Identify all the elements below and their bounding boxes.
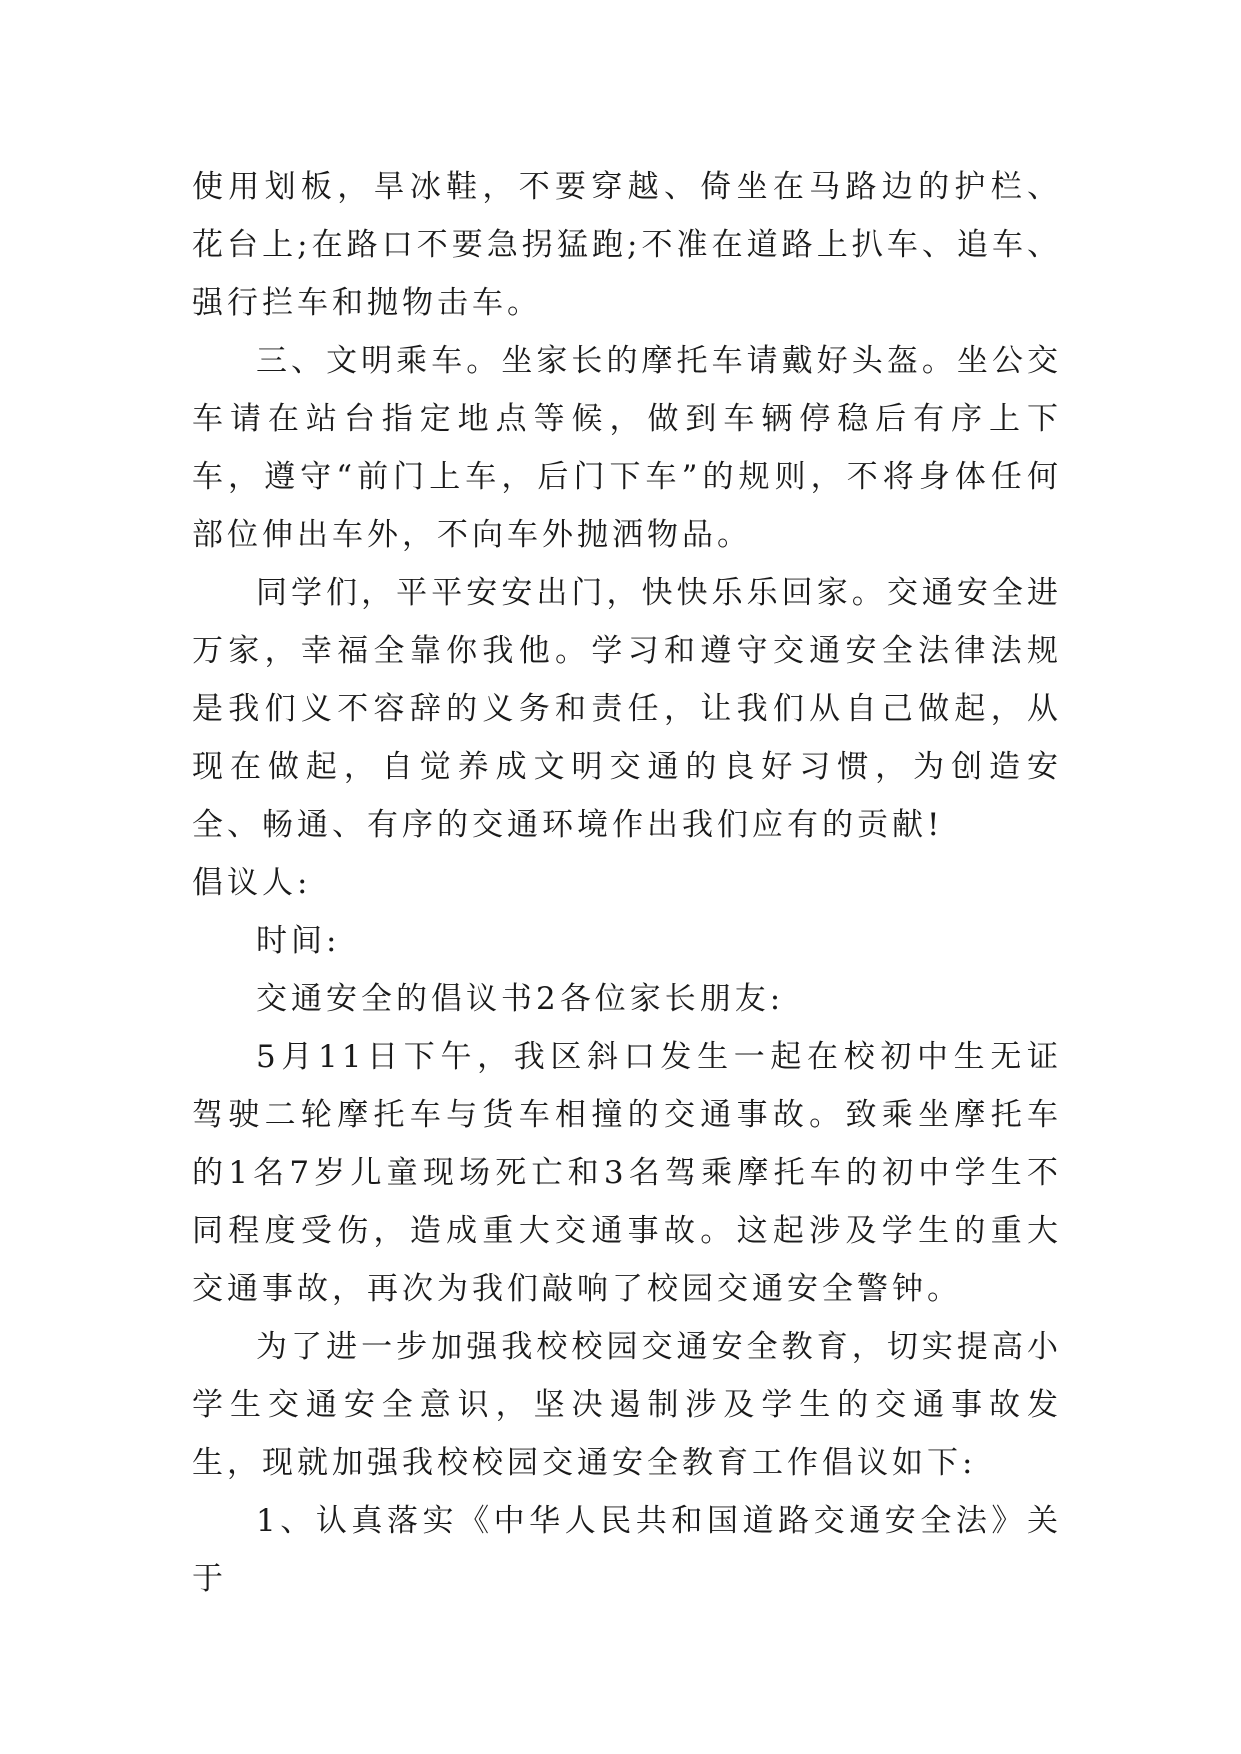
signature-date: 时间: [256,923,341,959]
section-heading-parents: 交通安全的倡议书2各位家长朋友: [256,981,785,1017]
paragraph-appeal-students: 同学们，平平安安出门，快快乐乐回家。交通安全进万家，幸福全靠你我他。学习和遵守交通安全法律法规是我们义不容辞的义务和责任，让我们从自己做起，从现在做起，自觉养成文明交通的良好习惯，为创造安全、畅通、有序的交通环境作出我们应有的贡献! [192,575,1062,843]
paragraph-item-1: 1、认真落实《中华人民共和国道路交通安全法》关于 [192,1503,1062,1597]
paragraph-accident-report: 5月11日下午，我区斜口发生一起在校初中生无证驾驶二轮摩托车与货车相撞的交通事故。致乘坐摩托车的1名7岁儿童现场死亡和3名驾乘摩托车的初中学生不同程度受伤，造成重大交通事故。这起涉及学生的重大交通事故，再次为我们敲响了校园交通安全警钟。 [192,1039,1062,1307]
document-body [192,158,1062,1608]
signature-initiator: 倡议人: [192,865,312,901]
paragraph-proposal-intro: 为了进一步加强我校校园交通安全教育，切实提高小学生交通安全意识，坚决遏制涉及学生的交通事故发生，现就加强我校校园交通安全教育工作倡议如下: [192,1329,1062,1481]
paragraph-civilized-riding: 三、文明乘车。坐家长的摩托车请戴好头盔。坐公交车请在站台指定地点等候，做到车辆停稳后有序上下车，遵守“前门上车，后门下车”的规则，不将身体任何部位伸出车外，不向车外抛洒物品。 [192,343,1062,553]
paragraph-safety-rules-continued: 使用划板，旱冰鞋，不要穿越、倚坐在马路边的护栏、花台上;在路口不要急拐猛跑;不准在道路上扒车、追车、强行拦车和抛物击车。 [192,169,1062,321]
